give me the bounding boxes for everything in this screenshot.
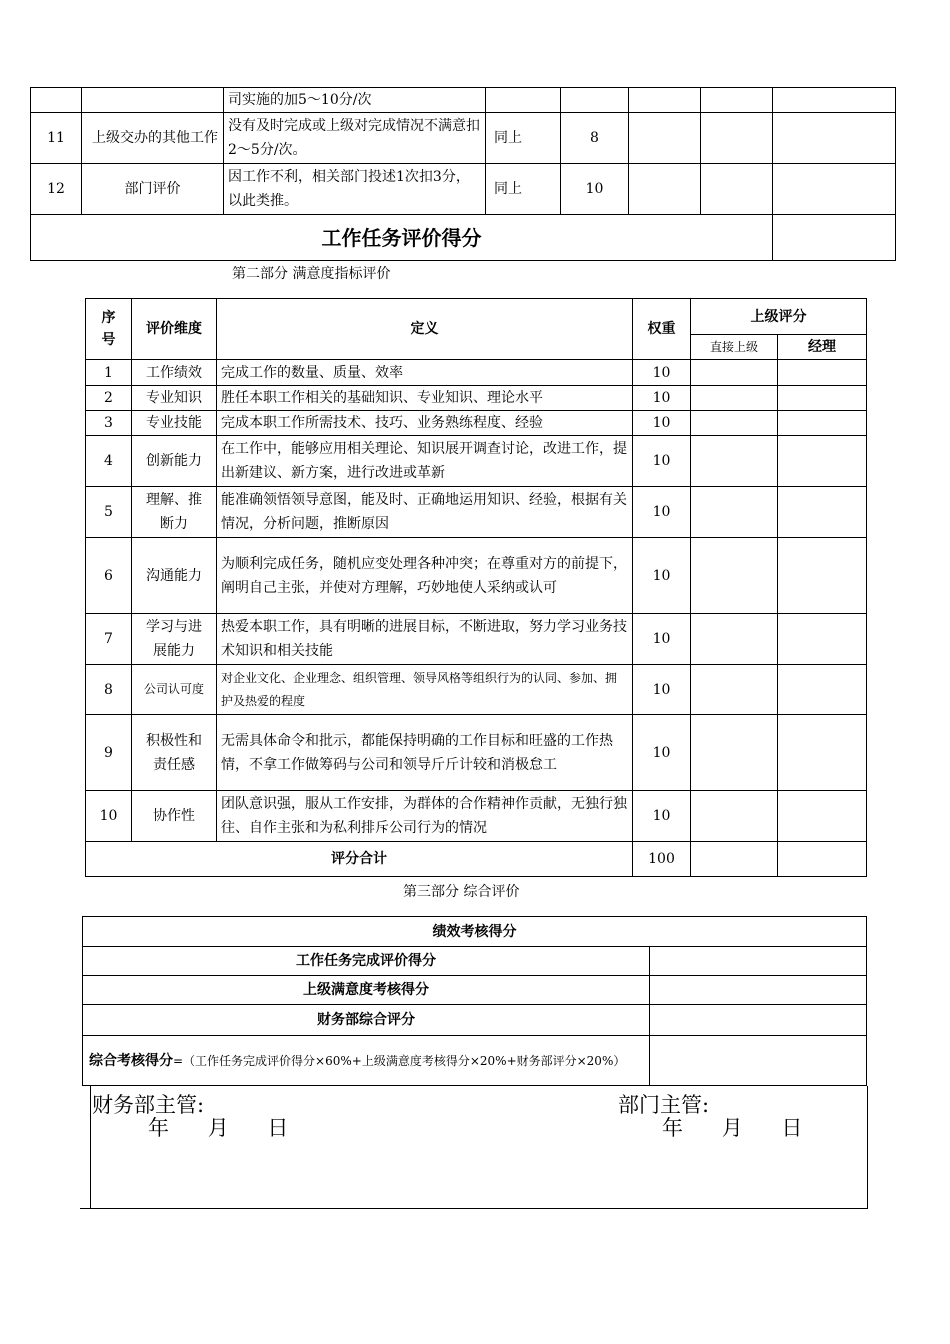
score-cell[interactable] <box>778 715 867 791</box>
score-cell[interactable] <box>778 538 867 614</box>
score-cell[interactable] <box>629 88 701 113</box>
score-cell[interactable] <box>629 113 701 164</box>
row-definition: 热爱本职工作，具有明晰的进展目标，不断进取，努力学习业务技术知识和相关技能 <box>217 614 633 665</box>
score-cell[interactable] <box>778 411 867 436</box>
overall-formula-text: =（工作任务完成评价得分×60%+上级满意度考核得分×20%+财务部评分×20%） <box>173 1053 626 1068</box>
table-row <box>86 614 867 665</box>
score-cell[interactable] <box>778 386 867 411</box>
row-number: 9 <box>86 715 132 791</box>
signature-underline <box>80 1208 90 1209</box>
row-dimension: 工作绩效 <box>132 360 217 386</box>
row-number: 3 <box>86 411 132 436</box>
row-weight: 10 <box>633 360 691 386</box>
total-row <box>86 842 867 877</box>
row-number: 7 <box>86 614 132 665</box>
table-row <box>31 88 896 113</box>
score-cell[interactable] <box>778 360 867 386</box>
month-label: 月 <box>207 1116 229 1140</box>
score-cell[interactable] <box>650 947 867 976</box>
task-score-label: 工作任务评价得分 <box>31 215 773 261</box>
row-definition: 为顺利完成任务，随机应变处理各种冲突；在尊重对方的前提下，阐明自己主张，并使对方理解，巧妙地使人采纳或认可 <box>217 538 633 614</box>
row-weight: 10 <box>633 386 691 411</box>
row-weight: 10 <box>633 487 691 538</box>
row-number: 8 <box>86 665 132 715</box>
finance-score-label: 财务部综合评分 <box>83 1005 650 1036</box>
table-row <box>83 917 867 947</box>
department-date <box>662 1112 802 1142</box>
part3-caption: 第三部分 综合评价 <box>403 884 520 900</box>
score-cell[interactable] <box>629 164 701 215</box>
row-weight: 10 <box>633 791 691 842</box>
table-row <box>83 976 867 1005</box>
year-label: 年 <box>148 1116 169 1140</box>
header-weight: 权重 <box>633 299 691 360</box>
score-cell[interactable] <box>691 487 778 538</box>
satisfaction-table <box>85 298 867 877</box>
overall-formula <box>83 1036 650 1086</box>
score-cell[interactable] <box>691 791 778 842</box>
row-weight: 10 <box>633 665 691 715</box>
superior-satisfaction-score-label: 上级满意度考核得分 <box>83 976 650 1005</box>
row-dimension: 创新能力 <box>132 436 217 487</box>
table-row <box>83 947 867 976</box>
row-definition: 完成本职工作所需技术、技巧、业务熟练程度、经验 <box>217 411 633 436</box>
day-label: 日 <box>267 1116 289 1140</box>
score-cell[interactable] <box>701 164 773 215</box>
table-row <box>86 715 867 791</box>
header-manager: 经理 <box>778 335 867 360</box>
row-weight <box>561 88 629 113</box>
row-definition: 对企业文化、企业理念、组织管理、领导风格等组织行为的认同、参加、拥护及热爱的程度 <box>217 665 633 715</box>
table-row <box>86 487 867 538</box>
row-number: 1 <box>86 360 132 386</box>
row-weight: 10 <box>633 538 691 614</box>
row-number: 11 <box>31 113 82 164</box>
header-row <box>86 299 867 335</box>
row-standard: 同上 <box>486 113 561 164</box>
header-superior-score: 上级评分 <box>691 299 867 335</box>
header-definition: 定义 <box>217 299 633 360</box>
row-weight: 10 <box>633 436 691 487</box>
score-cell[interactable] <box>691 386 778 411</box>
table-row <box>31 113 896 164</box>
score-cell[interactable] <box>778 791 867 842</box>
row-definition: 团队意识强，服从工作安排，为群体的合作精神作贡献，无独行独往、自作主张和为私利排斥公司行为的情况 <box>217 791 633 842</box>
row-item <box>82 88 224 113</box>
table-row <box>83 1005 867 1036</box>
score-cell[interactable] <box>691 715 778 791</box>
department-supervisor-label: 部门主管: <box>618 1093 710 1117</box>
row-definition: 因工作不利，相关部门投述1次扣3分，以此类推。 <box>224 164 486 215</box>
row-definition: 能准确领悟领导意图，能及时、正确地运用知识、经验，根据有关情况，分析问题，推断原因 <box>217 487 633 538</box>
table-row <box>86 360 867 386</box>
row-item: 上级交办的其他工作 <box>82 113 224 164</box>
table-row <box>86 436 867 487</box>
table-row <box>86 411 867 436</box>
score-cell[interactable] <box>701 88 773 113</box>
score-cell[interactable] <box>773 164 896 215</box>
row-number <box>31 88 82 113</box>
score-cell[interactable] <box>650 976 867 1005</box>
row-number: 10 <box>86 791 132 842</box>
table-row <box>31 164 896 215</box>
rating-total-weight: 100 <box>633 842 691 877</box>
score-cell[interactable] <box>691 665 778 715</box>
task-completion-score-label: 工作任务完成评价得分 <box>83 947 650 976</box>
row-definition: 没有及时完成或上级对完成情况不满意扣2～5分/次。 <box>224 113 486 164</box>
row-item: 部门评价 <box>82 164 224 215</box>
row-number: 2 <box>86 386 132 411</box>
row-standard <box>486 88 561 113</box>
header-direct-superior: 直接上级 <box>691 335 778 360</box>
score-cell[interactable] <box>778 614 867 665</box>
signature-box <box>90 1086 868 1209</box>
row-number: 5 <box>86 487 132 538</box>
row-weight: 10 <box>561 164 629 215</box>
score-cell[interactable] <box>691 614 778 665</box>
row-definition: 在工作中，能够应用相关理论、知识展开调查讨论，改进工作，提出新建议、新方案，进行改进或革新 <box>217 436 633 487</box>
table-row <box>86 665 867 715</box>
header-dimension: 评价维度 <box>132 299 217 360</box>
table-row <box>86 386 867 411</box>
score-cell[interactable] <box>778 665 867 715</box>
score-cell[interactable] <box>773 88 896 113</box>
year-label: 年 <box>662 1116 683 1140</box>
row-definition: 无需具体命令和批示，都能保持明确的工作目标和旺盛的工作热情，不拿工作做筹码与公司和领导斤斤计较和消极怠工 <box>217 715 633 791</box>
row-definition: 完成工作的数量、质量、效率 <box>217 360 633 386</box>
task-evaluation-table <box>30 87 896 261</box>
part2-caption: 第二部分 满意度指标评价 <box>232 266 391 282</box>
row-number: 4 <box>86 436 132 487</box>
row-dimension: 协作性 <box>132 791 217 842</box>
score-cell[interactable] <box>773 113 896 164</box>
row-dimension: 专业知识 <box>132 386 217 411</box>
score-cell[interactable] <box>701 113 773 164</box>
row-weight: 8 <box>561 113 629 164</box>
score-cell[interactable] <box>691 360 778 386</box>
table-row <box>86 791 867 842</box>
table-row <box>86 538 867 614</box>
header-number: 序号 <box>86 299 132 360</box>
row-dimension: 公司认可度 <box>132 665 217 715</box>
row-definition: 司实施的加5～10分/次 <box>224 88 486 113</box>
row-number: 12 <box>31 164 82 215</box>
row-weight: 10 <box>633 614 691 665</box>
score-cell[interactable] <box>650 1005 867 1036</box>
score-cell[interactable] <box>691 538 778 614</box>
row-dimension: 专业技能 <box>132 411 217 436</box>
row-weight: 10 <box>633 715 691 791</box>
overall-evaluation-table <box>82 916 867 1086</box>
score-cell[interactable] <box>778 436 867 487</box>
day-label: 日 <box>781 1116 803 1140</box>
finance-date <box>148 1112 288 1142</box>
row-definition: 胜任本职工作相关的基础知识、专业知识、理论水平 <box>217 386 633 411</box>
row-dimension: 沟通能力 <box>132 538 217 614</box>
rating-total-label: 评分合计 <box>86 842 633 877</box>
score-cell[interactable] <box>691 436 778 487</box>
score-cell[interactable] <box>778 487 867 538</box>
score-cell[interactable] <box>778 842 867 877</box>
row-weight: 10 <box>633 411 691 436</box>
task-score-value[interactable] <box>773 215 896 261</box>
finance-supervisor-label: 财务部主管: <box>92 1093 205 1117</box>
month-label: 月 <box>721 1116 743 1140</box>
score-cell[interactable] <box>691 411 778 436</box>
row-standard: 同上 <box>486 164 561 215</box>
score-cell[interactable] <box>650 1036 867 1086</box>
row-number: 6 <box>86 538 132 614</box>
row-dimension: 理解、推断力 <box>132 487 217 538</box>
score-cell[interactable] <box>691 842 778 877</box>
total-row <box>31 215 896 261</box>
overall-title: 绩效考核得分 <box>83 917 867 947</box>
table-row <box>83 1036 867 1086</box>
overall-formula-label: 综合考核得分 <box>89 1052 173 1069</box>
row-dimension: 学习与进展能力 <box>132 614 217 665</box>
row-dimension: 积极性和责任感 <box>132 715 217 791</box>
